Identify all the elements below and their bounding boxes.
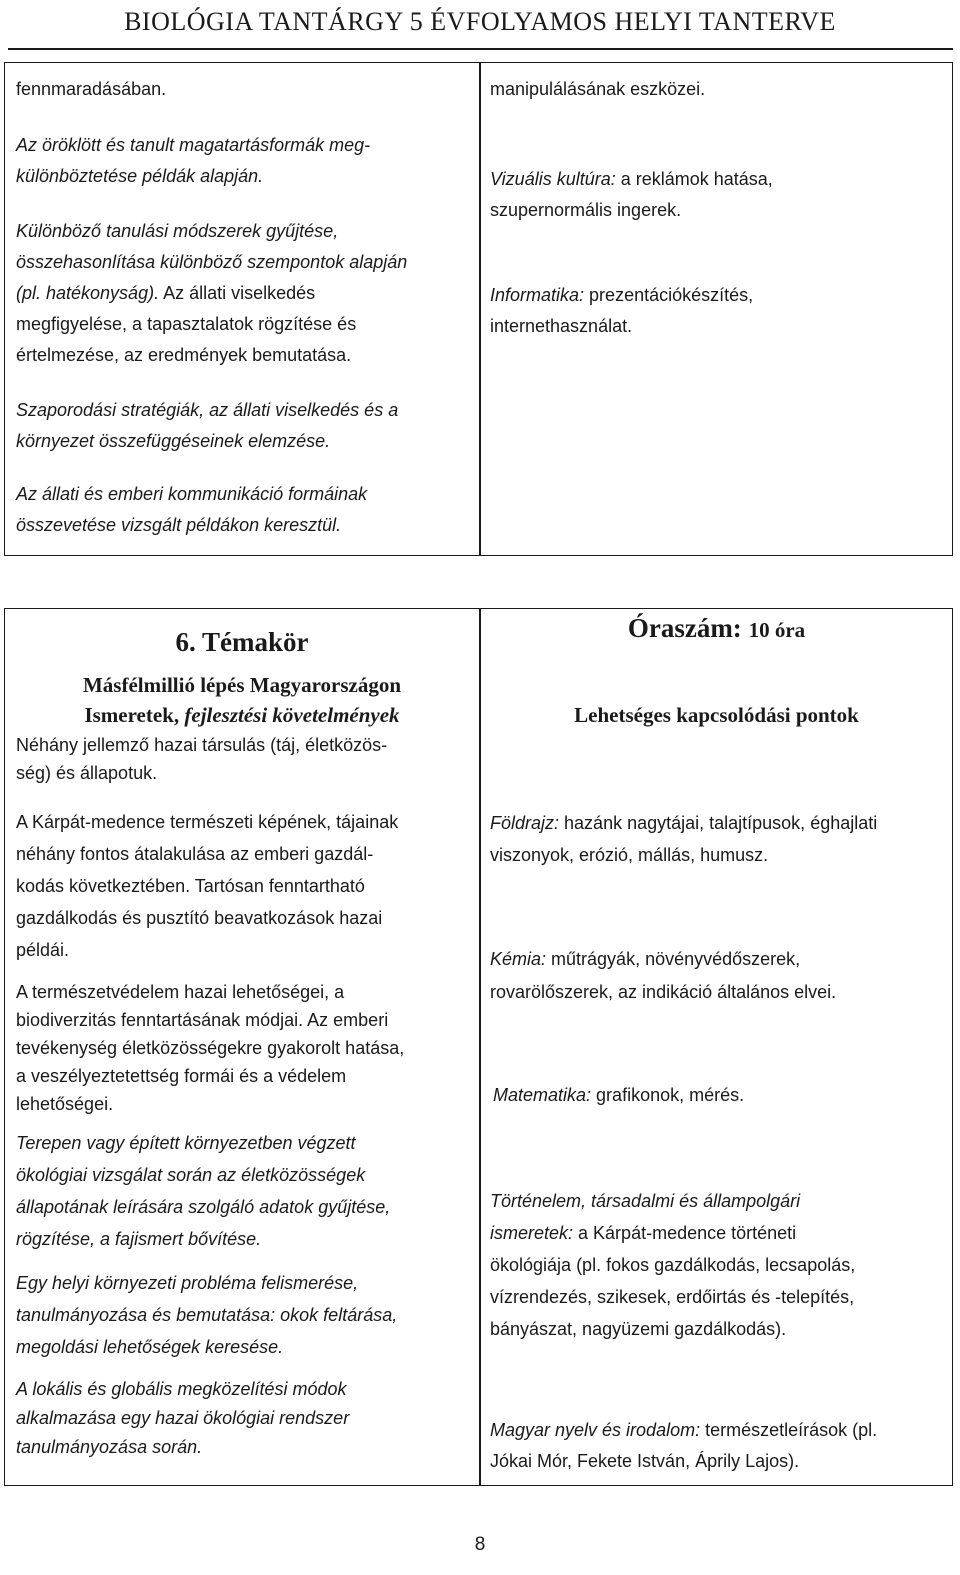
left-paragraph-4: Szaporodási stratégiák, az állati viselkedés és a környezet összefüggéseinek elemzése. [16,400,399,451]
left-paragraph-5: Az állati és emberi kommunikáció formáinak összevetése vizsgált példákon keresztül. [16,484,368,535]
right-paragraph-2: Kémia: műtrágyák, növényvédőszerek, rovarölőszerek, az indikáció általános elvei. [490,949,837,1002]
subject-label: Magyar nyelv és irodalom: [490,1420,701,1440]
header-rule [8,48,953,50]
subject-label: Matematika: [493,1085,592,1105]
left-column-header: Ismeretek, fejlesztési követelmények [84,703,400,727]
subject-label: Informatika: [490,285,585,305]
page-number: 8 [474,1534,486,1555]
right-paragraph-1: manipulálásának eszközei. [490,79,706,99]
left-paragraph-2: Az öröklött és tanult magatartásformák meg- különböztetése példák alapján. [16,135,371,186]
topic-6-table [4,608,953,1486]
left-paragraph-3-italic: Különböző tanulási módszerek gyűjtése, összehasonlítása különböző szempontok alapján (pl. hatékonyság). [16,221,408,303]
column-divider [479,609,481,1485]
left-paragraph-6: A lokális és globális megközelítési módok alkalmazása egy hazai ökológiai rendszer tanulmányozása során. [16,1379,350,1457]
left-paragraph-4: Terepen vagy épített környezetben végzett ökológiai vizsgálat során az életközösségek állapotának leírására szolgáló adatok gyűjtése, rögzítése, a fajismert bővítése. [16,1133,391,1249]
right-paragraph-4: Történelem, társadalmi és állampolgári ismeretek: a Kárpát-medence történeti ökológiája (pl. fokos gazdálkodás, lecsapolás, vízrendezés, szikesek, erdőirtás és -telepítés, bányászat, nagyüzemi gazdálkodás). [490,1191,856,1339]
topic-number: 6. Témakör [175,627,309,657]
right-paragraph-1: Földrajz: hazánk nagytájai, talajtípusok, éghajlati viszonyok, erózió, mállás, humusz. [490,813,878,865]
subject-label: Kémia: [490,949,547,969]
column-divider [479,63,481,555]
left-paragraph-5: Egy helyi környezeti probléma felismerése, tanulmányozása és bemutatása: okok feltárása, megoldási lehetőségek keresése. [16,1273,398,1357]
left-paragraph-2: A Kárpát-medence természeti képének, tájainak néhány fontos átalakulása az emberi gazdál- kodás következtében. Tartósan fenntartható gazdálkodás és pusztító beavatkozások hazai példái. [16,812,399,960]
subject-label: Vizuális kultúra: [490,169,616,189]
subject-label: Történelem, társadalmi és állampolgári ismeretek: [490,1191,801,1243]
right-paragraph-3: Informatika: prezentációkészítés, internethasználat. [490,285,754,336]
topic-title: Másfélmillió lépés Magyarországon [82,673,402,697]
document-header [0,0,960,52]
right-column-header: Lehetséges kapcsolódási pontok [574,703,859,727]
left-paragraph-3 [16,216,407,371]
right-paragraph-3: Matematika: grafikonok, mérés. [493,1085,745,1105]
curriculum-table-continued [4,62,953,556]
left-paragraph-1: Néhány jellemző hazai társulás (táj, életközös- ség) és állapotuk. [16,735,388,783]
header-title: BIOLÓGIA TANTÁRGY 5 ÉVFOLYAMOS HELYI TANTERVE [124,7,836,36]
right-paragraph-5: Magyar nyelv és irodalom: természetleírások (pl. Jókai Mór, Fekete István, Áprily Lajos). [490,1420,878,1471]
left-paragraph-3-tail: Az állati viselkedés megfigyelése, a tapasztalatok rögzítése és értelmezése, az eredmények bemutatása. [16,283,357,365]
left-paragraph-3: A természetvédelem hazai lehetőségei, a biodiverzitás fenntartásának módjai. Az emberi tevékenység életközösségekre gyakorolt hatása, a veszélyeztetettség formái és a védelem lehetőségei. [16,982,405,1114]
hours-label: Óraszám: 10 óra [627,613,806,643]
hours-value: 10 óra [748,618,806,642]
subject-label: Földrajz: [490,813,560,833]
left-paragraph-1: fennmaradásában. [16,79,167,99]
right-paragraph-2: Vizuális kultúra: a reklámok hatása, szupernormális ingerek. [490,169,773,220]
